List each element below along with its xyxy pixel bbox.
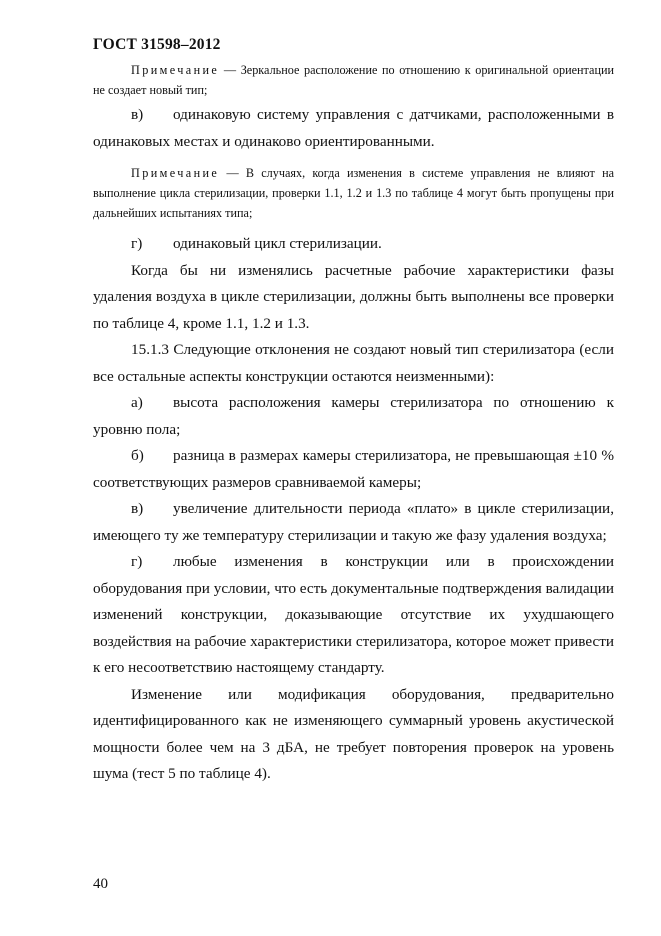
list-item-text: увеличение длительности периода «плато» в цикле стерилизации, имеющего ту же температуру стерилизации и такую же фазу удаления воздуха; <box>93 500 614 544</box>
note-text: Зеркальное расположение по отношению к оригинальной ориентации не создает новый тип; <box>93 63 615 97</box>
list-item-text: высота расположения камеры стерилизатора по отношению к уровню пола; <box>93 394 614 438</box>
list-item-b <box>93 443 614 496</box>
list-item-text: одинаковую систему управления с датчиками, расположенными в одинаковых местах и одинаково ориентированными. <box>93 106 614 150</box>
list-item-text: любые изменения в конструкции или в происхождении оборудования при условии, что есть документальные подтверждения валидации изменений конструкции, доказывающие отсутствие их ухудшающего воздействия на рабочие характеристики стерилизатора, которое может привести к его несоответствию настоящему стандарту. <box>93 553 614 676</box>
list-marker: г) <box>131 235 143 252</box>
list-item-text: разница в размерах камеры стерилизатора, не превышающая ±10 % соответствующих размеров сравниваемой камеры; <box>93 447 614 491</box>
note-dash: — <box>226 166 239 180</box>
clause-number: 15.1.3 <box>131 341 169 358</box>
note-label: Примечание <box>131 166 220 180</box>
page-number: 40 <box>93 876 108 892</box>
note-label: Примечание <box>131 63 220 77</box>
note-text: В случаях, когда изменения в системе управления не влияют на выполнение цикла стерилизации, проверки 1.1, 1.2 и 1.3 по таблице 4 могут быть пропущены при дальнейших испытаниях типа; <box>93 166 614 220</box>
document-header: ГОСТ 31598–2012 <box>93 36 221 53</box>
list-item-g-sterilization-cycle <box>93 231 614 258</box>
list-item-a <box>93 390 614 443</box>
note-control-system-changes <box>93 163 614 223</box>
note-dash: — <box>223 63 237 77</box>
paragraph-air-removal: Когда бы ни изменялись расчетные рабочие характеристики фазы удаления воздуха в цикле стерилизации, должны быть выполнены все проверки по таблице 4, кроме 1.1, 1.2 и 1.3. <box>93 261 614 332</box>
list-item-v-control-system <box>93 102 614 155</box>
list-item-text: одинаковый цикл стерилизации. <box>173 235 382 252</box>
list-marker: в) <box>131 106 144 123</box>
list-marker: б) <box>131 447 144 464</box>
note-mirror-orientation <box>93 60 614 100</box>
clause-text: Следующие отклонения не создают новый тип стерилизатора (если все остальные аспекты конструкции остаются неизменными): <box>93 341 615 385</box>
list-marker: а) <box>131 394 143 411</box>
list-item-g <box>93 549 614 682</box>
list-marker: г) <box>131 553 143 570</box>
paragraph-acoustic-power: Изменение или модификация оборудования, предварительно идентифицированного как не изменяющего суммарный уровень акустической мощности более чем на 3 дБА, не требует повторения проверок на уровень шума (тест 5 по таблице 4). <box>93 685 614 782</box>
document-body <box>93 60 614 788</box>
list-marker: в) <box>131 500 144 517</box>
list-item-v <box>93 496 614 549</box>
clause-15-1-3 <box>93 337 614 390</box>
